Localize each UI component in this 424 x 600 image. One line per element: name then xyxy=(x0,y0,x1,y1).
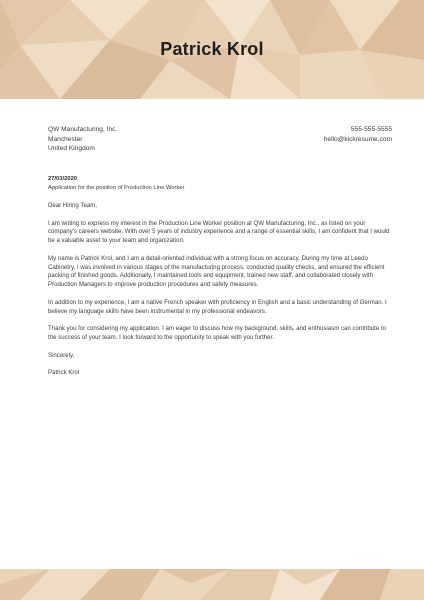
sender-contact xyxy=(324,125,392,144)
letter-signature: Patrick Krol xyxy=(48,369,80,377)
letter-paragraph: In addition to my experience, I am a native French speaker with proficiency in English and a basic understanding of German. I believe my language skills have been instrumental in my professional endeavors. xyxy=(48,298,387,315)
letter-salutation: Dear Hiring Team, xyxy=(48,202,97,209)
letter-closing: Sincerely, xyxy=(48,351,75,359)
letter-paragraph: My name is Patrick Krol, and I am a detail-oriented individual with a strong focus on accuracy. During my time at Leedo Cabinetry, I was involved in various stages of the manufacturing process, conducted quality checks, and ensured the efficient packing of finished goods. Additionally, I maintained tools and equipment, trained new staff, and collaborated closely with Production Managers to improve production procedures and safety measures. xyxy=(48,254,385,289)
footer-banner xyxy=(0,569,424,600)
letter-subject: Application for the position of Production Line Worker xyxy=(48,185,185,191)
recipient-city: Manchester xyxy=(48,135,83,143)
letter-date: 27/03/2020 xyxy=(48,176,78,182)
recipient-company: QW Manufacturing, Inc. xyxy=(48,126,118,133)
recipient-country: United Kingdom xyxy=(48,145,95,153)
applicant-name: Patrick Krol xyxy=(160,39,264,59)
footer-pattern xyxy=(0,569,424,600)
letter-paragraph: I am writing to express my interest in the Production Line Worker position at QW Manufacturing, Inc., as listed on your company's careers website. With over 5 years of industry experience and a range of essential skills, I am confident that I would be a valuable asset to your team and organization. xyxy=(48,219,390,245)
contact-email: hello@kickresume.com xyxy=(323,135,392,143)
contact-phone: 555-555-5555 xyxy=(350,126,392,133)
recipient-address xyxy=(48,125,117,154)
letter-paragraph: Thank you for considering my application. I am eager to discuss how my background, skills, and enthusiasm can contribute to the success of your team. I look forward to the opportunity to speak with you further. xyxy=(48,325,387,341)
letter-body xyxy=(48,202,393,387)
header-banner xyxy=(0,0,424,99)
